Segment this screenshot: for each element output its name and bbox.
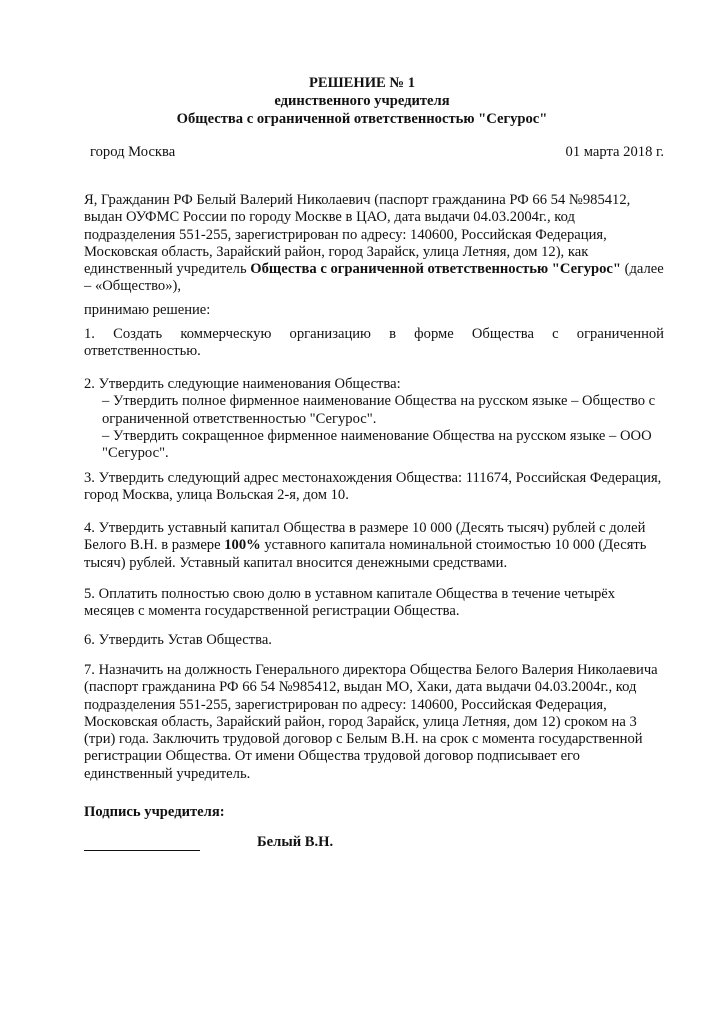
document-header [0, 74, 724, 128]
item-6: 6. Утвердить Устав Общества. [84, 632, 272, 648]
item-3: 3. Утвердить следующий адрес местонахождения Общества: 111674, Российская Федерация, город Москва, улица Вольская 2-я, дом 10. [84, 470, 662, 504]
item-7: 7. Назначить на должность Генерального директора Общества Белого Валерия Николаевича (паспорт гражданина РФ 66 54 №985412, выдан МО, Хаки, дата выдачи 04.03.2004г., код подразделения 551-255, зарегистрирован по адресу: 140600, Российская Федерация, Московская область, Зарайский район, город Зарайск, улица Летняя, дом 12) сроком на 3 (три) года. Заключить трудовой договор с Белым В.Н. на срок с момента государственной регистрации Общества. От имени Общества трудовой договор подписывает его единственный учредитель. [84, 662, 658, 782]
decision-heading: принимаю решение: [84, 302, 211, 318]
item-4-text-b: уставного капитала номинальной стоимостью 10 000 (Десять тысяч) рублей. Уставный капитал вносится денежными средствами. [84, 537, 647, 571]
intro-text: Я, Гражданин РФ Белый Валерий Николаевич (паспорт гражданина РФ 66 54 №985412, выдан ОУФМС России по городу Москве в ЦАО, дата выдачи 04.03.2004г., код подразделения 551-255, зарегистрирован по адресу: 140600, Российская Федерация, Московская область, Зарайский район, город Зарайск, улица Летняя, дом 12), как единственный учредитель [84, 192, 631, 278]
item-4-text-a: 4. Утвердить уставный капитал Общества в размере 10 000 (Десять тысяч) рублей с долей Белого В.Н. в размере [84, 520, 646, 554]
signature-label: Подпись учредителя: [84, 804, 225, 820]
item-2-full-name: – Утвердить полное фирменное наименование Общества на русском языке – Общество с ограниченной ответственностью "Сегурос". [102, 393, 656, 427]
signatory-name: Белый В.Н. [257, 834, 334, 850]
document-subtitle: единственного учредителя [274, 93, 450, 109]
item-2 [84, 376, 664, 462]
item-4-share: 100% [224, 537, 261, 554]
company-name-heading: Общества с ограниченной ответственностью "Сегурос" [176, 111, 548, 127]
item-2-short-name: – Утвердить сокращенное фирменное наименование Общества на русском языке – ООО "Сегурос". [102, 427, 652, 462]
item-5: 5. Оплатить полностью свою долю в уставном капитале Общества в течение четырёх месяцев с момента государственной регистрации Общества. [84, 586, 616, 620]
item-4 [84, 520, 664, 572]
intro-paragraph [84, 192, 664, 296]
document-title: РЕШЕНИЕ № 1 [308, 75, 416, 91]
document-date: 01 марта 2018 г. [565, 144, 664, 160]
item-2-heading: 2. Утвердить следующие наименования Общества: [84, 376, 401, 392]
intro-tail: (далее – «Общество»), [84, 261, 664, 295]
item-1: 1. Создать коммерческую организацию в форме Общества с ограниченной ответственностью. [84, 326, 664, 360]
intro-company-name: Общества с ограниченной ответственностью "Сегурос" [250, 261, 621, 278]
signature-line [84, 850, 200, 851]
place-of-issue: город Москва [90, 144, 176, 160]
